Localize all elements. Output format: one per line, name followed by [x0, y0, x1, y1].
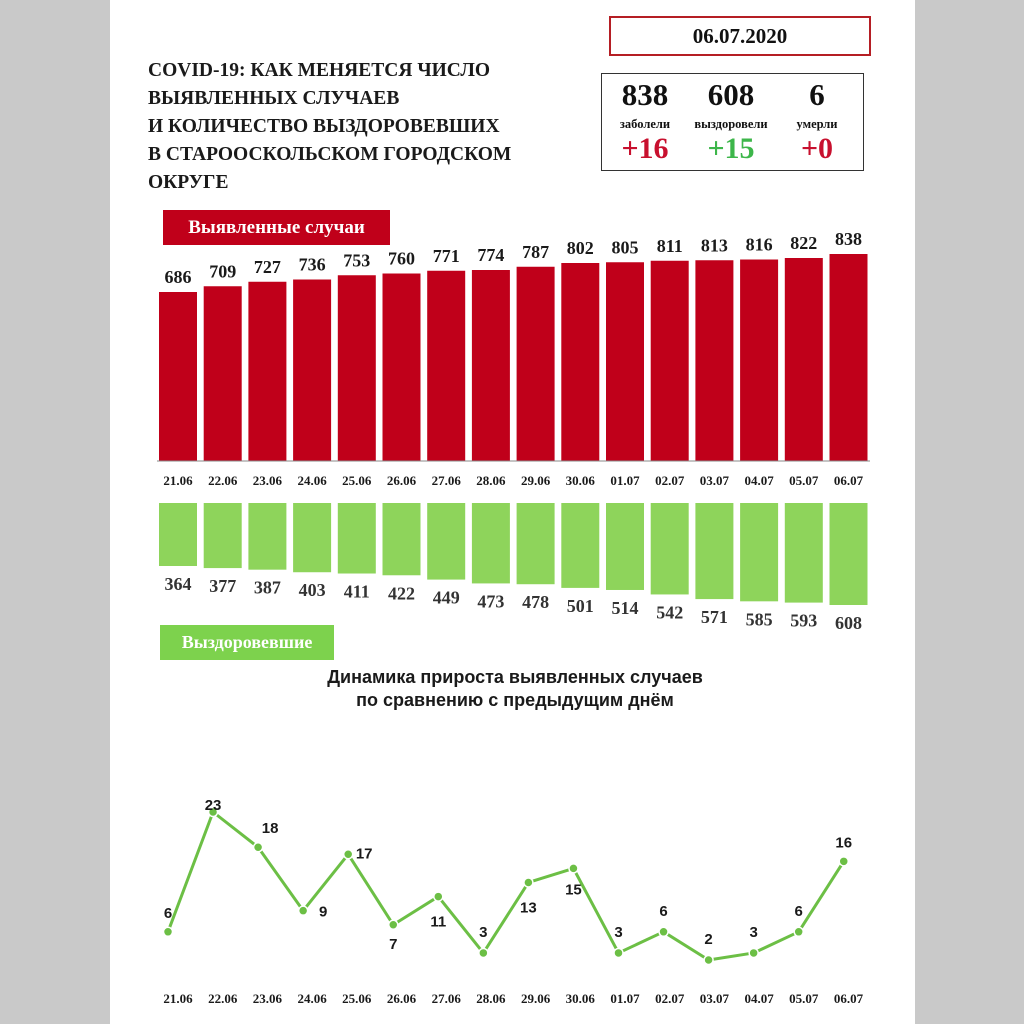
recovered-bar-value: 403: [298, 580, 326, 601]
growth-point-label: 6: [659, 902, 668, 920]
growth-date-label: 27.06: [431, 991, 461, 1006]
cases-bar: [830, 254, 868, 461]
recovered-bar: [159, 503, 197, 566]
growth-point: [839, 857, 848, 866]
stat-recovered-delta: +15: [707, 132, 755, 165]
title-line: В СТАРООСКОЛЬСКОМ ГОРОДСКОМ: [148, 144, 512, 165]
cases-bar: [383, 274, 421, 462]
recovered-bar: [606, 503, 644, 590]
recovered-bar-value: 608: [835, 613, 862, 633]
stat-deaths-label: умерли: [796, 117, 838, 131]
growth-point-label: 18: [261, 820, 279, 838]
growth-point-label: 3: [479, 923, 488, 941]
growth-point-label: 2: [704, 931, 713, 948]
date-text: 06.07.2020: [692, 23, 788, 48]
growth-date-label: 22.06: [208, 991, 238, 1006]
growth-point-label: 11: [430, 913, 447, 931]
growth-point: [704, 956, 713, 965]
recovered-chart-label-text: Выздоровевшие: [181, 632, 313, 652]
cases-date-label: 02.07: [655, 473, 685, 488]
growth-date-label: 26.06: [386, 991, 417, 1006]
recovered-bar: [651, 503, 689, 594]
cases-date-label: 26.06: [386, 473, 417, 488]
cases-bar: [517, 267, 555, 461]
recovered-bar: [248, 503, 286, 570]
growth-date-label: 21.06: [163, 991, 193, 1006]
recovered-bar: [517, 503, 555, 584]
recovered-bar-value: 422: [388, 583, 415, 604]
line-chart-title-line-1: Динамика прироста выявленных случаев: [327, 667, 703, 687]
cases-bar: [293, 280, 331, 462]
growth-point: [749, 948, 758, 957]
title-line: COVID-19: КАК МЕНЯЕТСЯ ЧИСЛО: [148, 60, 491, 81]
growth-point: [344, 850, 353, 859]
recovered-bar-value: 585: [745, 609, 773, 630]
stat-recovered-label: выздоровели: [694, 117, 768, 131]
growth-point-label: 3: [749, 923, 758, 941]
growth-point: [569, 864, 578, 873]
cases-bar: [561, 263, 599, 461]
growth-point: [164, 927, 173, 936]
recovered-bar: [695, 503, 733, 599]
cases-bar-value: 774: [477, 245, 505, 265]
cases-date-label: 05.07: [789, 473, 819, 488]
recovered-bar-value: 501: [566, 595, 594, 616]
cases-bar-value: 822: [790, 233, 818, 253]
cases-date-label: 27.06: [431, 473, 461, 488]
cases-bar-value: 813: [700, 235, 728, 256]
cases-bar: [338, 275, 376, 461]
growth-date-label: 30.06: [565, 991, 595, 1006]
cases-date-label: 01.07: [610, 473, 640, 488]
cases-bar-value: 805: [611, 237, 639, 258]
growth-point-label: 6: [794, 902, 803, 920]
cases-bar-value: 771: [432, 245, 460, 266]
growth-point: [299, 906, 308, 915]
stat-cases-delta: +16: [621, 132, 669, 165]
cases-date-label: 25.06: [342, 473, 372, 488]
recovered-bar-value: 364: [164, 574, 192, 594]
cases-bar: [695, 260, 733, 461]
cases-bar-value: 802: [566, 238, 594, 258]
recovered-bar-value: 387: [253, 577, 281, 598]
cases-chart-label-text: Выявленные случаи: [188, 216, 365, 238]
recovered-bar-value: 478: [522, 592, 550, 613]
cases-bar: [159, 292, 197, 461]
stat-deaths-value: 6: [809, 77, 825, 112]
stat-cases-value: 838: [621, 77, 669, 112]
cases-bar-value: 787: [522, 241, 550, 262]
cases-date-label: 29.06: [520, 473, 551, 488]
cases-bar: [740, 260, 778, 462]
growth-point: [434, 892, 443, 901]
cases-bar-value: 727: [253, 256, 281, 277]
growth-point: [659, 927, 668, 936]
growth-date-label: 24.06: [297, 991, 327, 1006]
growth-date-label: 29.06: [520, 991, 551, 1006]
growth-point-label: 15: [565, 881, 582, 899]
stat-deaths-delta: +0: [800, 132, 834, 165]
cases-bar-value: 816: [745, 234, 773, 255]
growth-point-label: 17: [355, 845, 373, 863]
growth-point-label: 23: [204, 797, 222, 814]
growth-point: [524, 878, 533, 887]
growth-point: [794, 927, 803, 936]
growth-date-label: 03.07: [699, 991, 730, 1006]
cases-bar: [248, 282, 286, 461]
cases-date-label: 22.06: [208, 473, 238, 488]
growth-date-label: 23.06: [252, 991, 283, 1006]
growth-point-label: 7: [389, 935, 398, 953]
cases-bar: [427, 271, 465, 461]
recovered-bar: [740, 503, 778, 601]
cases-bar: [472, 270, 510, 461]
cases-bar-value: 838: [835, 229, 862, 249]
recovered-bar: [383, 503, 421, 575]
growth-date-label: 04.07: [744, 991, 774, 1006]
cases-bar: [606, 262, 644, 461]
cases-bar-value: 753: [343, 250, 371, 271]
cases-bar: [785, 258, 823, 461]
growth-point-label: 13: [520, 899, 537, 917]
recovered-bar-value: 593: [790, 610, 818, 631]
cases-date-label: 23.06: [252, 473, 283, 488]
cases-date-label: 24.06: [297, 473, 327, 488]
recovered-bar: [427, 503, 465, 580]
cases-date-label: 30.06: [565, 473, 595, 488]
title-line: ВЫЯВЛЕННЫХ СЛУЧАЕВ: [148, 88, 400, 109]
growth-point-label: 9: [318, 903, 328, 921]
recovered-bar: [293, 503, 331, 572]
recovered-bar: [338, 503, 376, 574]
growth-date-label: 06.07: [833, 991, 864, 1006]
recovered-bar-value: 377: [209, 576, 237, 597]
growth-point: [479, 948, 488, 957]
growth-point: [614, 948, 623, 957]
growth-date-label: 02.07: [655, 991, 685, 1006]
recovered-bar: [204, 503, 242, 568]
growth-date-label: 01.07: [610, 991, 640, 1006]
growth-date-label: 25.06: [342, 991, 372, 1006]
recovered-bar-value: 473: [477, 591, 505, 612]
title-line: ОКРУГЕ: [148, 172, 229, 193]
growth-point-label: 16: [835, 834, 853, 852]
cases-bar-value: 811: [656, 235, 683, 256]
cases-bar-value: 760: [388, 248, 415, 269]
growth-date-label: 05.07: [789, 991, 819, 1006]
line-chart-title-line-2: по сравнению с предыдущим днём: [356, 690, 674, 710]
cases-date-label: 04.07: [744, 473, 774, 488]
stat-cases-label: заболели: [619, 117, 671, 131]
cases-date-label: 21.06: [163, 473, 193, 488]
cases-date-label: 28.06: [476, 473, 506, 488]
recovered-bar: [472, 503, 510, 583]
recovered-bar: [561, 503, 599, 588]
cases-bar-value: 736: [298, 254, 326, 275]
recovered-bar: [830, 503, 868, 605]
cases-date-label: 03.07: [699, 473, 730, 488]
title-line: И КОЛИЧЕСТВО ВЫЗДОРОВЕВШИХ: [148, 116, 500, 137]
growth-point-label: 6: [163, 904, 173, 922]
recovered-bar-value: 449: [432, 587, 460, 608]
recovered-bar-value: 571: [700, 607, 728, 628]
cases-bar-value: 709: [209, 261, 237, 282]
recovered-bar-value: 542: [656, 602, 684, 623]
cases-date-label: 06.07: [833, 473, 864, 488]
growth-point-label: 3: [614, 923, 623, 941]
recovered-bar: [785, 503, 823, 603]
recovered-bar-value: 411: [343, 581, 370, 602]
cases-bar-value: 686: [164, 267, 192, 287]
growth-point: [254, 843, 263, 852]
recovered-bar-value: 514: [611, 597, 639, 618]
growth-point: [389, 920, 398, 929]
stat-recovered-value: 608: [707, 77, 755, 112]
growth-date-label: 28.06: [476, 991, 506, 1006]
cases-bar: [651, 261, 689, 461]
cases-bar: [204, 286, 242, 461]
